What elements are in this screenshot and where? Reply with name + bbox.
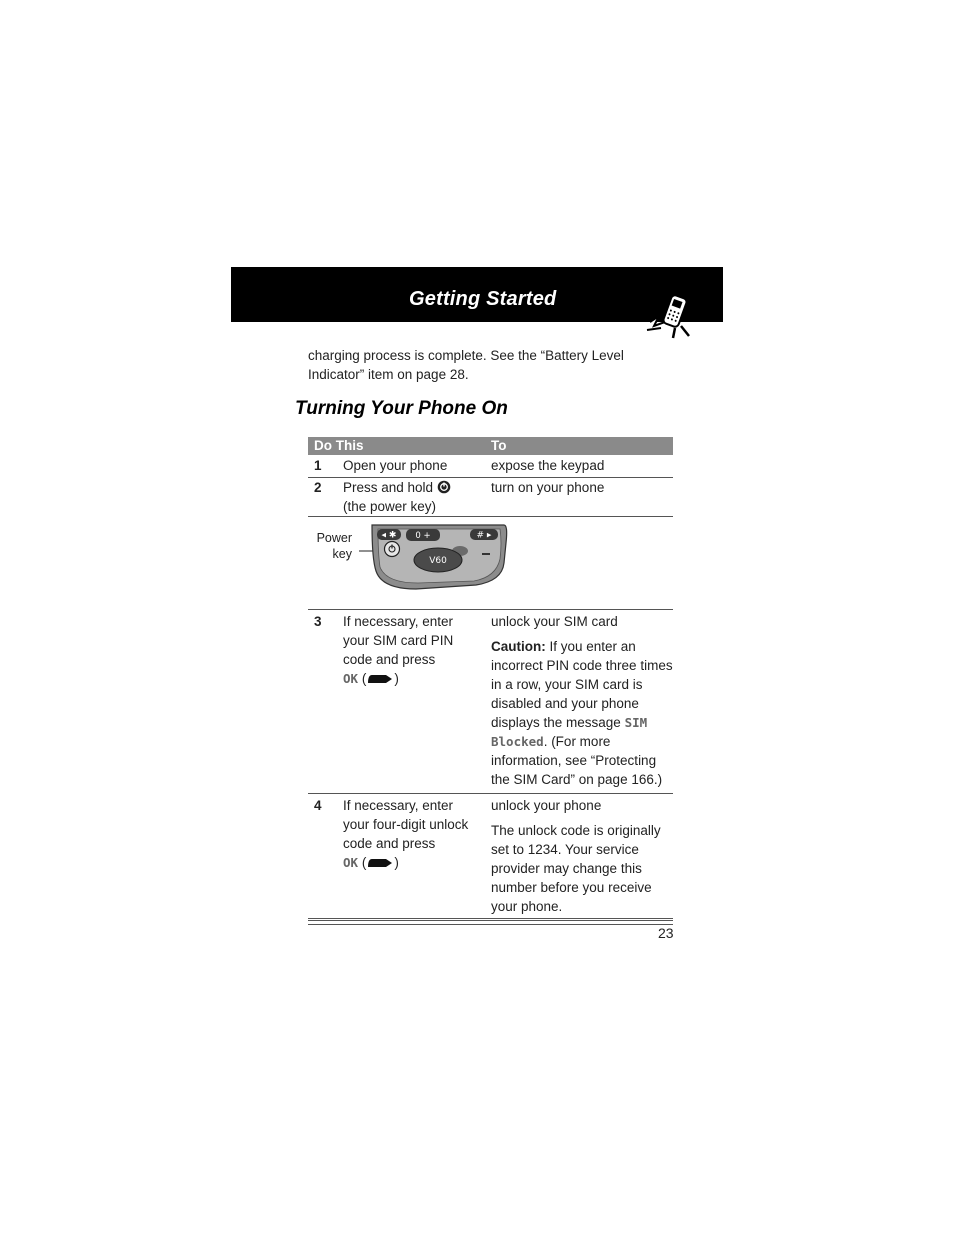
table-row (308, 610, 673, 794)
step-action (343, 794, 491, 919)
caution-label: Caution: (491, 639, 546, 654)
table-row-figure (308, 517, 673, 610)
step-result-text: unlock your phone (491, 798, 602, 813)
right-softkey-arrow-icon (366, 857, 394, 869)
table-row (308, 478, 673, 517)
step-result-text: unlock your SIM card (491, 614, 618, 629)
paren-close: ) (394, 855, 399, 870)
ok-softkey-label: OK (343, 855, 359, 870)
keypad-zero-label: 0 + (415, 531, 431, 541)
chapter-title: Getting Started (409, 288, 557, 310)
table-bottom-rule (308, 920, 673, 925)
steps-table (308, 437, 673, 919)
column-header-to: To (491, 437, 673, 455)
step-number: 3 (308, 610, 343, 794)
page-number: 23 (658, 925, 674, 941)
figure-label-power: Power (316, 531, 352, 545)
power-key-icon (437, 480, 451, 494)
svg-text:# ▸: # ▸ (476, 530, 492, 541)
step-number: 1 (308, 455, 343, 478)
step-number: 4 (308, 794, 343, 919)
step-action: Open your phone (343, 455, 491, 478)
ok-softkey-label: OK (343, 671, 359, 686)
step-action (343, 610, 491, 794)
keypad-illustration (356, 523, 516, 595)
step-action-subtext: (the power key) (343, 499, 437, 514)
sim-blocked-message: SIM Blocked (491, 715, 648, 749)
table-row (308, 794, 673, 919)
caution-note (491, 637, 673, 789)
section-title: Turning Your Phone On (295, 398, 508, 419)
paren-open: ( (361, 671, 367, 686)
step-action-text: If necessary, enter your SIM card PIN code and press (343, 614, 454, 667)
right-softkey-arrow-icon (366, 673, 394, 685)
step-result (491, 794, 673, 919)
step-result (491, 610, 673, 794)
paren-close: ) (394, 671, 399, 686)
intro-paragraph: charging process is complete. See the “Battery Level Indicator” item on page 28. (308, 348, 624, 382)
step-action-text: If necessary, enter your four-digit unlock code and press (343, 798, 469, 851)
figure-label-key: key (332, 547, 352, 561)
step-action (343, 478, 491, 517)
paren-open: ( (361, 855, 367, 870)
caution-text: If you enter an incorrect PIN code three times in a row, your SIM card is disabled and your phone displays the message (491, 639, 673, 730)
svg-text:◂ ✱: ◂ ✱ (381, 530, 397, 541)
power-key-figure (308, 523, 673, 609)
table-header-row (308, 437, 673, 455)
phone-model-label: V60 (429, 556, 447, 566)
phone-running-icon (645, 292, 697, 340)
step-result: expose the keypad (491, 455, 673, 478)
step-action-text: Press and hold (343, 480, 434, 495)
table-row (308, 455, 673, 478)
caution-text-end: . (For more information, see “Protecting the SIM Card” on page 166.) (491, 734, 663, 787)
step-number: 2 (308, 478, 343, 517)
step-result: turn on your phone (491, 478, 673, 517)
unlock-code-note: The unlock code is originally set to 1234. Your service provider may change this number before you receive your phone. (491, 823, 661, 914)
column-header-do: Do This (308, 437, 491, 455)
